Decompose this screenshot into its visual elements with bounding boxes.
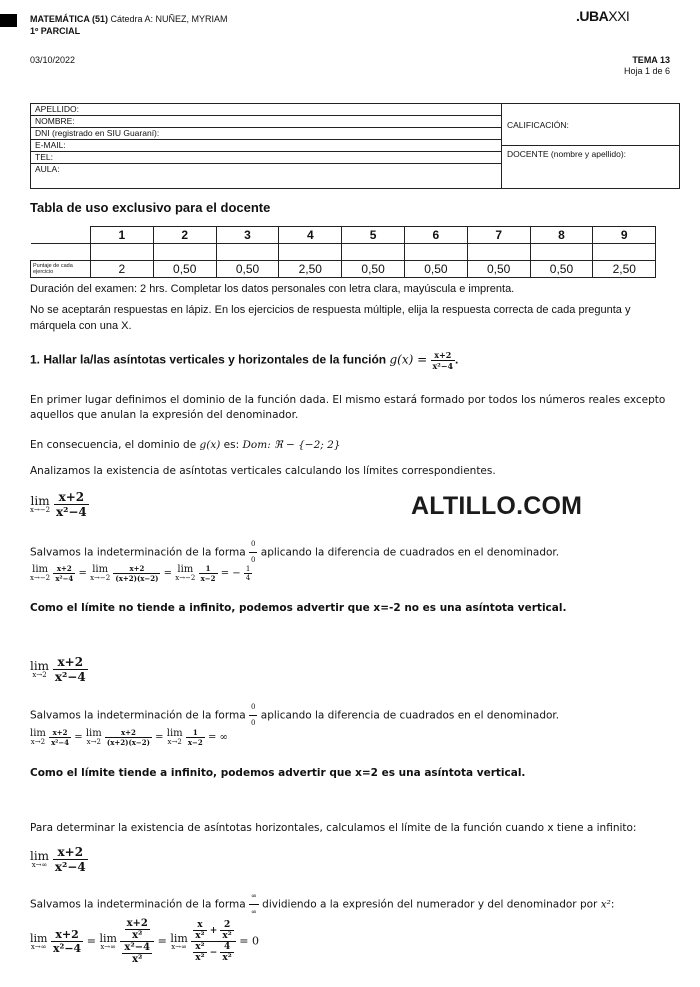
grade-cell[interactable] (404, 244, 467, 261)
exercise-number: 5 (342, 227, 405, 244)
grade-blank-label (31, 244, 91, 261)
ubaxxi-logo: .UBAXXI (576, 8, 630, 24)
tema-number: TEMA 13 (632, 55, 670, 65)
limit-inf-expression: lim x→∞ $\frac{x+2}{\text{x²−4}}$ (30, 845, 86, 874)
domain-explanation: En primer lugar definimos el dominio de la función dada. El mismo estará formado por todos los números reales excepto aquellos que anulan la expresión del denominador. (30, 394, 666, 421)
grade-cell[interactable] (530, 244, 593, 261)
field-tel[interactable]: TEL: (31, 152, 501, 164)
indeterminate-note-1: Salvamos la indeterminación de la forma $\frac{0}{0}$ aplicando la diferencia de cuadrados en el denominador. (30, 537, 675, 568)
indeterminate-note-3: Salvamos la indeterminación de la forma $\frac{\infty}{\infty}$ dividiendo a la expresión del numerador y del denominador por x²: (30, 889, 675, 920)
grade-cell[interactable] (153, 244, 216, 261)
grade-cell[interactable] (593, 244, 656, 261)
indeterminate-note-2: Salvamos la indeterminación de la forma $\frac{0}{0}$ aplicando la diferencia de cuadrados en el denominador. (30, 700, 675, 731)
grade-table (30, 226, 656, 278)
score-value: 0,50 (467, 261, 530, 278)
field-apellido[interactable]: APELLIDO: (31, 104, 501, 116)
score-value: 2,50 (279, 261, 342, 278)
score-value: 2,50 (593, 261, 656, 278)
grade-cell[interactable] (216, 244, 279, 261)
field-dni[interactable]: DNI (registrado en SIU Guaraní): (31, 128, 501, 140)
vertical-asymptote-intro: Analizamos la existencia de asíntotas verticales calculando los límites correspondientes. (30, 465, 496, 477)
exercise-number: 2 (153, 227, 216, 244)
grade-table-corner (31, 227, 91, 244)
score-value: 2 (91, 261, 154, 278)
student-data-form (30, 103, 680, 189)
horizontal-asymptote-intro: Para determinar la existencia de asíntotas horizontales, calculamos el límite de la función cuando x tiene a infinito: (30, 822, 637, 834)
exam-rules: No se aceptarán respuestas en lápiz. En los ejercicios de respuesta múltiple, elija la respuesta correcta de cada pregunta y márquela con una X. (30, 304, 631, 332)
score-value: 0,50 (530, 261, 593, 278)
exercise-number: 4 (279, 227, 342, 244)
exercise-number: 3 (216, 227, 279, 244)
grade-cell[interactable] (342, 244, 405, 261)
score-value: 0,50 (153, 261, 216, 278)
exercise-number: 9 (593, 227, 656, 244)
grade-cell[interactable] (279, 244, 342, 261)
course-header: MATEMÁTICA (51) Cátedra A: NUÑEZ, MYRIAM (30, 14, 228, 24)
exam-duration: Duración del examen: 2 hrs. Completar los datos personales con letra clara, mayúscula e imprenta. (30, 283, 515, 295)
limit-2-solution: lim x→2 $\frac{x+2}{\text{x²−4}}$ = lim x→2 $\frac{x+2}{(x+2)(x-2)}$ = lim x→2 $\frac{1}{x-2}$ = ∞ (30, 728, 228, 747)
grade-cell[interactable] (91, 244, 154, 261)
field-docente[interactable]: DOCENTE (nombre y apellido): (507, 149, 627, 159)
conclusion-not-asymptote: Como el límite no tiende a infinito, podemos advertir que x=-2 no es una asíntota vertical. (30, 602, 567, 614)
score-value: 0,50 (342, 261, 405, 278)
limit-2-expression: lim x→2 $\frac{x+2}{\text{x²−4}}$ (30, 655, 86, 684)
conclusion-is-asymptote: Como el límite tiende a infinito, podemos advertir que x=2 es una asíntota vertical. (30, 767, 526, 779)
grade-table-title: Tabla de uso exclusivo para el docente (30, 200, 271, 215)
score-row-label: Puntaje de cada ejercicio (31, 261, 91, 278)
exercise-1-title: 1. Hallar la/las asíntotas verticales y horizontales de la función g(x) = $\frac{x+2}{\text{x²−4}}$ . (30, 350, 459, 371)
field-nombre[interactable]: NOMBRE: (31, 116, 501, 128)
page-count: Hoja 1 de 6 (623, 66, 670, 76)
limit-minus2-solution: lim x→−2 $\frac{x+2}{\text{x²−4}}$ = lim x→−2 $\frac{x+2}{(x+2)(x-2)}$ = lim x→−2 $\frac{1}{x-2}$ = − $\frac{1}{4}$ (30, 564, 251, 583)
grade-cell[interactable] (467, 244, 530, 261)
field-calificacion[interactable]: CALIFICACIÓN: (502, 104, 679, 146)
exercise-number: 7 (467, 227, 530, 244)
field-email[interactable]: E-MAIL: (31, 140, 501, 152)
exercise-number: 6 (404, 227, 467, 244)
exam-type: 1º PARCIAL (30, 26, 81, 36)
score-value: 0,50 (404, 261, 467, 278)
exercise-number: 1 (91, 227, 154, 244)
limit-inf-solution: lim x→∞ $\frac{x+2}{\text{x²−4}}$ = lim x→∞ $\frac{\frac{x+2}{\text{x²}}}{\frac{\text{x²−4}}{\text{x²}}}$ = lim x→∞ $\frac{x}{\text{x²}}$ + $\frac{2}{\text{x²}}$ $\frac{\text{x²}}{\text{x²}}$ − $\frac{4}{\text{x²}}$ = 0 (30, 918, 259, 965)
limit-minus2-expression: lim x→−2 $\frac{x+2}{\text{x²−4}}$ (30, 490, 87, 519)
field-aula[interactable]: AULA: (35, 164, 60, 174)
domain-result: En consecuencia, el dominio de g(x) es: Dom: ℜ − {−2; 2} (30, 439, 341, 451)
exam-date: 03/10/2022 (30, 55, 76, 65)
exercise-number: 8 (530, 227, 593, 244)
page-tab-marker (0, 14, 17, 27)
altillo-watermark: ALTILLO.COM (411, 492, 583, 520)
score-value: 0,50 (216, 261, 279, 278)
